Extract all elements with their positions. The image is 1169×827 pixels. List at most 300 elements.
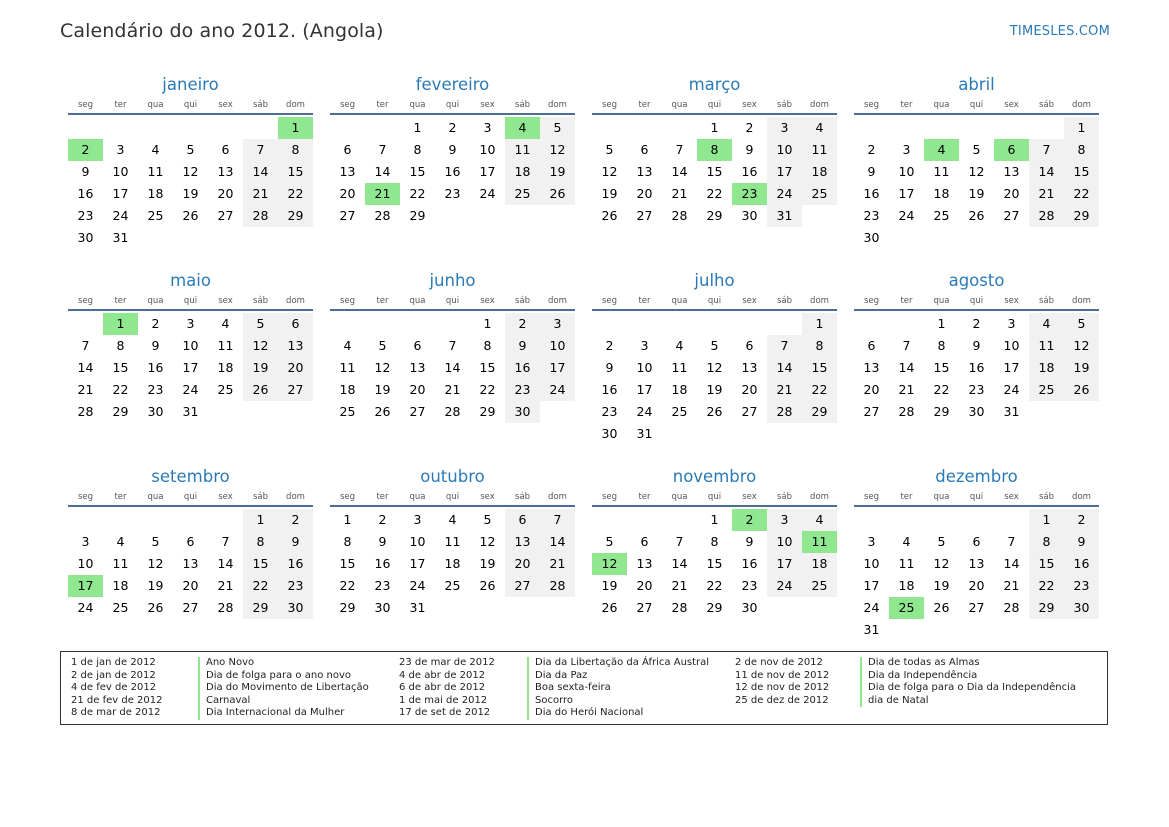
day-cell: 28 <box>217 600 234 615</box>
day-cell: 30 <box>374 600 391 615</box>
day-cell: 10 <box>636 360 653 375</box>
empty-cell <box>68 313 103 335</box>
day-cell: 13 <box>278 335 313 357</box>
day-cell: 13 <box>636 164 653 179</box>
day-cell: 15 <box>243 553 278 575</box>
day-cell: 22 <box>339 578 356 593</box>
holiday-name: Ano Novo <box>198 657 369 670</box>
day-cell: 11 <box>671 360 688 375</box>
day-cell: 27 <box>636 600 653 615</box>
day-cell: 2 <box>605 338 614 353</box>
day-cell: 23 <box>505 379 540 401</box>
day-cell: 23 <box>278 575 313 597</box>
weekday-label: dom <box>548 492 567 502</box>
day-cell: 22 <box>933 382 950 397</box>
empty-cell <box>592 313 627 335</box>
day-cell: 19 <box>706 382 723 397</box>
day-cell: 13 <box>968 556 985 571</box>
empty-cell <box>435 313 470 335</box>
day-cell: 6 <box>221 142 230 157</box>
day-cell: 14 <box>444 360 461 375</box>
day-cell: 14 <box>671 556 688 571</box>
weekday-label: sex <box>480 100 495 110</box>
day-cell: 3 <box>767 509 802 531</box>
day-cell: 10 <box>767 531 802 553</box>
day-cell: 4 <box>448 512 457 527</box>
empty-cell <box>68 117 103 139</box>
empty-cell <box>662 313 697 335</box>
day-cell: 13 <box>505 531 540 553</box>
weekday-label: sex <box>742 296 757 306</box>
weekday-label: qua <box>671 100 688 110</box>
month-name: setembro <box>151 467 230 486</box>
weekday-label: qui <box>707 492 722 502</box>
day-cell: 10 <box>479 142 496 157</box>
weekday-label: dom <box>1072 100 1091 110</box>
day-cell: 1 <box>243 509 278 531</box>
day-cell: 31 <box>112 230 129 245</box>
days-grid <box>68 117 313 249</box>
empty-cell <box>1029 117 1064 139</box>
day-cell: 24 <box>636 404 653 419</box>
day-cell: 17 <box>540 357 575 379</box>
day-cell: 30 <box>863 230 880 245</box>
site-brand-link[interactable]: TIMESLES.COM <box>1009 24 1110 39</box>
day-cell: 25 <box>1029 379 1064 401</box>
day-cell: 9 <box>972 338 981 353</box>
weekday-label: qua <box>671 296 688 306</box>
holiday-day-cell: 2 <box>732 509 767 531</box>
days-grid <box>330 313 575 423</box>
weekday-header <box>592 489 837 507</box>
weekday-label: dom <box>548 100 567 110</box>
empty-cell <box>208 509 243 531</box>
day-cell: 18 <box>147 186 164 201</box>
weekday-label: sáb <box>252 100 269 110</box>
day-cell: 26 <box>479 578 496 593</box>
day-cell: 7 <box>540 509 575 531</box>
day-cell: 26 <box>968 208 985 223</box>
day-cell: 4 <box>1029 313 1064 335</box>
day-cell: 29 <box>339 600 356 615</box>
day-cell: 19 <box>601 578 618 593</box>
day-cell: 8 <box>802 335 837 357</box>
day-cell: 27 <box>636 208 653 223</box>
day-cell: 6 <box>186 534 195 549</box>
day-cell: 9 <box>745 534 754 549</box>
weekday-label: sáb <box>514 492 531 502</box>
days-grid <box>592 117 837 227</box>
holiday-name: Socorro <box>527 695 709 708</box>
weekday-label: sex <box>218 296 233 306</box>
weekday-label: qui <box>969 100 984 110</box>
day-cell: 16 <box>77 186 94 201</box>
page-title: Calendário do ano 2012. (Angola) <box>60 20 384 42</box>
weekday-label: qui <box>969 296 984 306</box>
day-cell: 6 <box>745 338 754 353</box>
day-cell: 2 <box>378 512 387 527</box>
day-cell: 11 <box>444 534 461 549</box>
weekday-label: sáb <box>776 100 793 110</box>
day-cell: 15 <box>1064 161 1099 183</box>
weekday-label: dom <box>810 100 829 110</box>
day-cell: 24 <box>540 379 575 401</box>
day-cell: 26 <box>243 379 278 401</box>
day-cell: 25 <box>802 575 837 597</box>
empty-cell <box>854 313 889 335</box>
day-cell: 26 <box>601 600 618 615</box>
holiday-date: 1 de mai de 2012 <box>399 694 488 706</box>
day-cell: 1 <box>937 316 946 331</box>
weekday-label: seg <box>601 296 618 306</box>
day-cell: 8 <box>278 139 313 161</box>
day-cell: 31 <box>409 600 426 615</box>
day-cell: 16 <box>1064 553 1099 575</box>
month-abril <box>854 74 1099 270</box>
holiday-day-cell: 12 <box>592 553 627 575</box>
weekday-label: ter <box>900 492 913 502</box>
weekday-header <box>68 97 313 115</box>
day-cell: 26 <box>1064 379 1099 401</box>
day-cell: 8 <box>710 534 719 549</box>
day-cell: 24 <box>767 575 802 597</box>
month-name: maio <box>170 271 211 290</box>
holiday-date: 1 de jan de 2012 <box>71 657 156 668</box>
day-cell: 20 <box>636 186 653 201</box>
day-cell: 19 <box>968 186 985 201</box>
month-outubro <box>330 466 575 662</box>
day-cell: 3 <box>413 512 422 527</box>
day-cell: 27 <box>278 379 313 401</box>
weekday-label: dom <box>286 296 305 306</box>
empty-cell <box>68 509 103 531</box>
day-cell: 11 <box>112 556 129 571</box>
day-cell: 15 <box>112 360 129 375</box>
legend-dates-col-3 <box>735 657 829 707</box>
day-cell: 6 <box>413 338 422 353</box>
day-cell: 25 <box>339 404 356 419</box>
day-cell: 27 <box>968 600 985 615</box>
day-cell: 7 <box>1029 139 1064 161</box>
day-cell: 4 <box>343 338 352 353</box>
day-cell: 20 <box>636 578 653 593</box>
day-cell: 8 <box>116 338 125 353</box>
day-cell: 2 <box>448 120 457 135</box>
day-cell: 28 <box>243 205 278 227</box>
holiday-date: 12 de nov de 2012 <box>735 682 830 694</box>
weekday-label: qua <box>933 100 950 110</box>
day-cell: 25 <box>671 404 688 419</box>
day-cell: 27 <box>1003 208 1020 223</box>
weekday-label: seg <box>77 492 94 502</box>
day-cell: 18 <box>1029 357 1064 379</box>
holiday-name: Dia Internacional da Mulher <box>198 707 369 720</box>
day-cell: 8 <box>1064 139 1099 161</box>
day-cell: 15 <box>802 357 837 379</box>
day-cell: 9 <box>151 338 160 353</box>
day-cell: 15 <box>409 164 426 179</box>
day-cell: 26 <box>540 183 575 205</box>
holiday-name: Dia da Paz <box>527 670 709 683</box>
empty-cell <box>627 509 662 531</box>
month-name: julho <box>694 271 735 290</box>
holiday-date: 4 de abr de 2012 <box>399 669 486 681</box>
day-cell: 2 <box>972 316 981 331</box>
day-cell: 7 <box>767 335 802 357</box>
weekday-label: sex <box>1004 296 1019 306</box>
holiday-legend <box>60 651 1108 725</box>
day-cell: 28 <box>1029 205 1064 227</box>
day-cell: 14 <box>374 164 391 179</box>
day-cell: 14 <box>217 556 234 571</box>
month-setembro <box>68 466 313 662</box>
days-grid <box>68 313 313 423</box>
day-cell: 10 <box>1003 338 1020 353</box>
day-cell: 30 <box>741 600 758 615</box>
weekday-header <box>592 293 837 311</box>
day-cell: 2 <box>505 313 540 335</box>
day-cell: 9 <box>448 142 457 157</box>
day-cell: 18 <box>112 578 129 593</box>
day-cell: 22 <box>243 575 278 597</box>
holiday-name: Boa sexta-feira <box>527 682 709 695</box>
month-name: outubro <box>420 467 485 486</box>
day-cell: 28 <box>444 404 461 419</box>
day-cell: 2 <box>1064 509 1099 531</box>
day-cell: 15 <box>1029 553 1064 575</box>
day-cell: 11 <box>802 139 837 161</box>
day-cell: 9 <box>278 531 313 553</box>
weekday-label: sáb <box>514 296 531 306</box>
day-cell: 21 <box>767 379 802 401</box>
day-cell: 11 <box>933 164 950 179</box>
day-cell: 28 <box>1003 600 1020 615</box>
day-cell: 15 <box>706 164 723 179</box>
day-cell: 22 <box>278 183 313 205</box>
day-cell: 14 <box>767 357 802 379</box>
day-cell: 4 <box>902 534 911 549</box>
day-cell: 17 <box>898 186 915 201</box>
day-cell: 17 <box>1003 360 1020 375</box>
day-cell: 14 <box>898 360 915 375</box>
day-cell: 24 <box>112 208 129 223</box>
empty-cell <box>208 117 243 139</box>
day-cell: 28 <box>374 208 391 223</box>
day-cell: 31 <box>636 426 653 441</box>
weekday-label: dom <box>810 492 829 502</box>
day-cell: 12 <box>182 164 199 179</box>
day-cell: 6 <box>972 534 981 549</box>
day-cell: 18 <box>802 161 837 183</box>
weekday-label: qui <box>445 492 460 502</box>
day-cell: 21 <box>671 186 688 201</box>
weekday-label: qui <box>707 100 722 110</box>
holiday-date: 8 de mar de 2012 <box>71 707 161 719</box>
day-cell: 11 <box>147 164 164 179</box>
day-cell: 25 <box>147 208 164 223</box>
day-cell: 15 <box>933 360 950 375</box>
day-cell: 24 <box>863 600 880 615</box>
day-cell: 9 <box>605 360 614 375</box>
day-cell: 3 <box>767 117 802 139</box>
day-cell: 7 <box>675 142 684 157</box>
day-cell: 26 <box>374 404 391 419</box>
day-cell: 5 <box>937 534 946 549</box>
weekday-label: ter <box>114 296 127 306</box>
empty-cell <box>767 313 802 335</box>
day-cell: 8 <box>343 534 352 549</box>
empty-cell <box>924 509 959 531</box>
empty-cell <box>627 117 662 139</box>
day-cell: 18 <box>505 161 540 183</box>
day-cell: 20 <box>278 357 313 379</box>
weekday-label: sex <box>218 492 233 502</box>
day-cell: 7 <box>81 338 90 353</box>
day-cell: 22 <box>409 186 426 201</box>
day-cell: 26 <box>601 208 618 223</box>
holiday-day-cell: 1 <box>278 117 313 139</box>
empty-cell <box>959 117 994 139</box>
empty-cell <box>662 117 697 139</box>
day-cell: 10 <box>767 139 802 161</box>
day-cell: 22 <box>802 379 837 401</box>
weekday-label: ter <box>900 296 913 306</box>
legend-names-col-1 <box>198 657 369 720</box>
day-cell: 16 <box>741 164 758 179</box>
holiday-date: 4 de fev de 2012 <box>71 682 157 694</box>
holiday-name: Dia do Herói Nacional <box>527 707 709 720</box>
weekday-header <box>330 97 575 115</box>
weekday-label: sáb <box>1038 296 1055 306</box>
day-cell: 23 <box>1064 575 1099 597</box>
legend-names-col-3 <box>860 657 1076 707</box>
weekday-label: ter <box>376 492 389 502</box>
day-cell: 16 <box>147 360 164 375</box>
day-cell: 27 <box>505 575 540 597</box>
day-cell: 12 <box>601 164 618 179</box>
empty-cell <box>138 509 173 531</box>
day-cell: 30 <box>147 404 164 419</box>
day-cell: 21 <box>540 553 575 575</box>
day-cell: 30 <box>1064 597 1099 619</box>
day-cell: 20 <box>339 186 356 201</box>
empty-cell <box>889 509 924 531</box>
day-cell: 17 <box>409 556 426 571</box>
days-grid <box>592 313 837 445</box>
day-cell: 25 <box>217 382 234 397</box>
weekday-header <box>854 293 1099 311</box>
weekday-label: sex <box>480 296 495 306</box>
weekday-label: qua <box>409 492 426 502</box>
day-cell: 29 <box>479 404 496 419</box>
day-cell: 21 <box>1003 578 1020 593</box>
weekday-label: qua <box>933 492 950 502</box>
empty-cell <box>138 117 173 139</box>
days-grid <box>330 117 575 227</box>
day-cell: 10 <box>898 164 915 179</box>
day-cell: 19 <box>243 357 278 379</box>
weekday-label: qua <box>147 492 164 502</box>
day-cell: 1 <box>343 512 352 527</box>
month-maio <box>68 270 313 466</box>
days-grid <box>854 313 1099 423</box>
day-cell: 3 <box>867 534 876 549</box>
weekday-header <box>330 293 575 311</box>
day-cell: 28 <box>77 404 94 419</box>
day-cell: 25 <box>933 208 950 223</box>
day-cell: 23 <box>444 186 461 201</box>
weekday-header <box>854 489 1099 507</box>
holiday-name: Carnaval <box>198 695 369 708</box>
day-cell: 10 <box>540 335 575 357</box>
day-cell: 11 <box>217 338 234 353</box>
day-cell: 17 <box>112 186 129 201</box>
weekday-label: sex <box>218 100 233 110</box>
holiday-day-cell: 6 <box>994 139 1029 161</box>
day-cell: 30 <box>741 208 758 223</box>
day-cell: 2 <box>151 316 160 331</box>
weekday-label: qui <box>707 296 722 306</box>
weekday-label: qua <box>671 492 688 502</box>
day-cell: 8 <box>243 531 278 553</box>
day-cell: 12 <box>540 139 575 161</box>
day-cell: 23 <box>374 578 391 593</box>
day-cell: 11 <box>898 556 915 571</box>
day-cell: 22 <box>479 382 496 397</box>
weekday-label: sáb <box>776 492 793 502</box>
weekday-label: seg <box>863 492 880 502</box>
day-cell: 5 <box>151 534 160 549</box>
day-cell: 19 <box>147 578 164 593</box>
holiday-name: Dia de folga para o Dia da Independência <box>860 682 1076 695</box>
day-cell: 29 <box>1029 597 1064 619</box>
weekday-label: seg <box>863 296 880 306</box>
day-cell: 16 <box>444 164 461 179</box>
weekday-label: sex <box>1004 100 1019 110</box>
empty-cell <box>627 313 662 335</box>
day-cell: 19 <box>479 556 496 571</box>
day-cell: 6 <box>505 509 540 531</box>
empty-cell <box>994 509 1029 531</box>
day-cell: 24 <box>898 208 915 223</box>
day-cell: 28 <box>540 575 575 597</box>
day-cell: 27 <box>339 208 356 223</box>
day-cell: 4 <box>151 142 160 157</box>
day-cell: 28 <box>898 404 915 419</box>
day-cell: 17 <box>863 578 880 593</box>
day-cell: 22 <box>1029 575 1064 597</box>
day-cell: 14 <box>671 164 688 179</box>
empty-cell <box>103 509 138 531</box>
day-cell: 21 <box>243 183 278 205</box>
day-cell: 23 <box>77 208 94 223</box>
day-cell: 5 <box>972 142 981 157</box>
day-cell: 5 <box>540 117 575 139</box>
weekday-label: qua <box>147 296 164 306</box>
weekday-label: seg <box>77 100 94 110</box>
month-name: março <box>688 75 741 94</box>
weekday-label: sáb <box>776 296 793 306</box>
holiday-date: 25 de dez de 2012 <box>735 694 829 706</box>
day-cell: 8 <box>937 338 946 353</box>
day-cell: 27 <box>863 404 880 419</box>
day-cell: 30 <box>601 426 618 441</box>
day-cell: 4 <box>675 338 684 353</box>
month-julho <box>592 270 837 466</box>
day-cell: 29 <box>112 404 129 419</box>
months-grid <box>68 74 1102 662</box>
day-cell: 23 <box>968 382 985 397</box>
